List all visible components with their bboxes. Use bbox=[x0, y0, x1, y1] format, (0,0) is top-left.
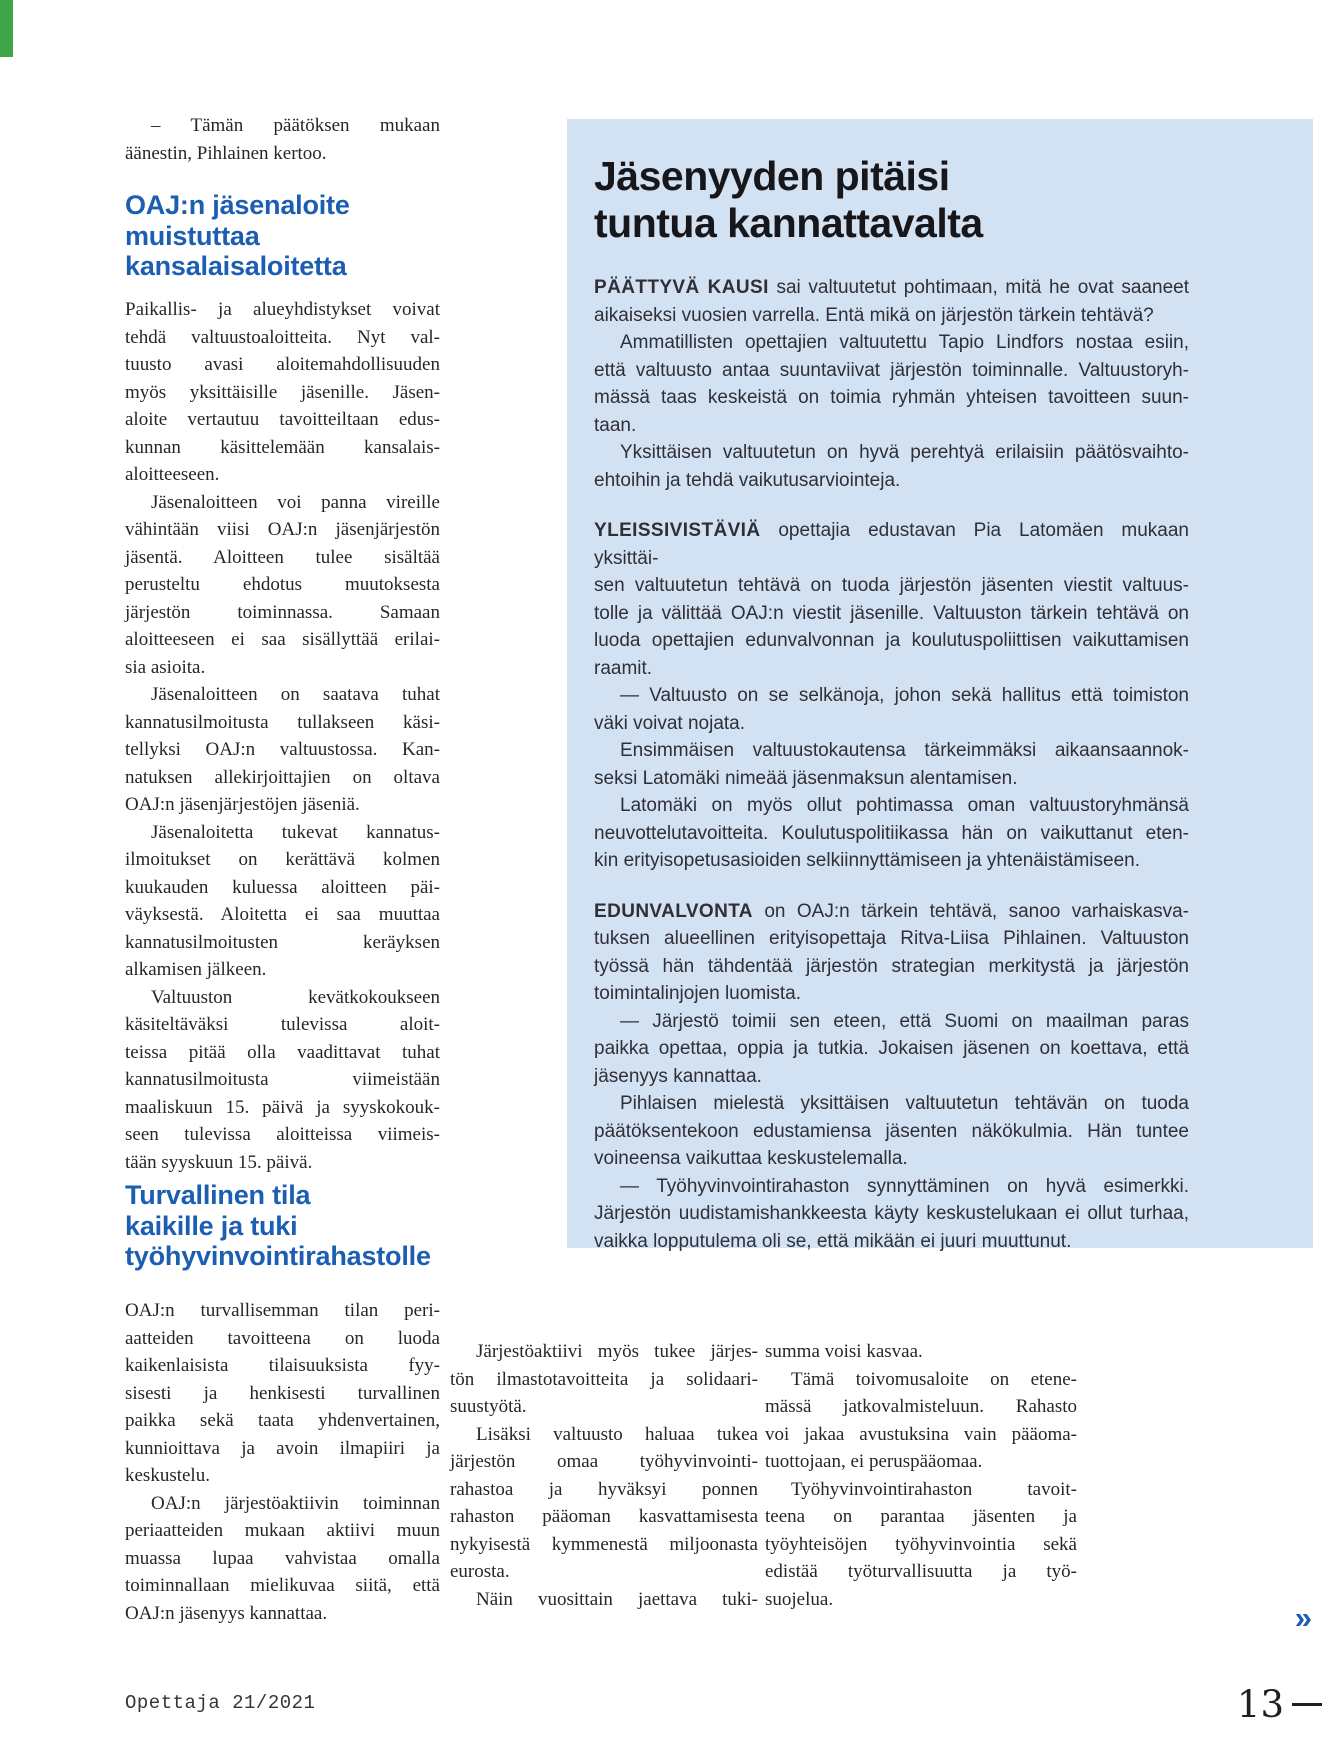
continuation-chevrons-icon: » bbox=[1294, 1600, 1312, 1635]
article-heading-turvallinen-tila: Turvallinen tila kaikille ja tuki työhyvinvointirahastolle bbox=[125, 1180, 431, 1271]
article-heading-jasenaloite: OAJ:n jäsenaloite muistuttaa kansalaisaloitetta bbox=[125, 190, 350, 281]
footer-page-number-group bbox=[1236, 1683, 1322, 1726]
left-column-section-2: OAJ:n turvallisemman tilan peri- aatteiden tavoitteena on luoda kaikenlaisista tilaisuuksista fyy- sisesti ja henkisesti turvallinen paikka sekä taata yhdenvertainen, kunnioittava ja avoin ilmapiiri ja keskustelu. OAJ:n järjestöaktiivin toiminnan periaatteiden mukaan aktiivi muun muassa lupaa vahvistaa omalla toiminnallaan mielikuvaa siitä, että OAJ:n jäsenyys kannattaa. bbox=[125, 1300, 440, 1624]
page-number-rule bbox=[1292, 1703, 1322, 1706]
section-marker-strip bbox=[0, 0, 13, 57]
feature-box-title: Jäsenyyden pitäisi tuntua kannattavalta bbox=[594, 153, 983, 246]
feature-box bbox=[567, 119, 1313, 1252]
footer-magazine-issue: Opettaja 21/2021 bbox=[125, 1692, 316, 1714]
bottom-middle-column: Järjestöaktiivi myös tukee järjes- tön ilmastotavoitteita ja solidaari- suustyötä. Lisäksi valtuusto haluaa tukea järjestön omaa työhyvinvointi- rahastoa ja hyväksyi ponnen rahaston pääoman kasvattamisesta nykyisestä kymmenestä miljoonasta eurosta. Näin vuosittain jaettava tuki- bbox=[450, 1341, 758, 1610]
intro-paragraph: – Tämän päätöksen mukaan äänestin, Pihlainen kertoo. bbox=[125, 115, 440, 164]
bottom-right-column: summa voisi kasvaa. Tämä toivomusaloite on etene- mässä jatkovalmisteluun. Rahasto voi jakaa avustuksina vain pääoma- tuottojaan, ei peruspääomaa. Työhyvinvointirahaston tavoit- teena on parantaa jäsenten ja työyhteisöjen työhyvinvointia sekä edistää työturvallisuutta ja työ- suojelua. bbox=[765, 1341, 1077, 1610]
feature-box-body: PÄÄTTYVÄ KAUSI sai valtuutetut pohtimaan, mitä he ovat saaneet aikaiseksi vuosien varrella. Entä mikä on järjestön tärkein tehtävä? Ammatillisten opettajien valtuutettu Tapio Lindfors nostaa esiin, että valtuusto antaa suuntaviivat järjestön toiminnalle. Valtuustoryh- mässä taas keskeistä on toimia ryhmän yhteisen tavoitteen suun- taan. Yksittäisen valtuutetun on hyvä perehtyä erilaisiin päätösvaihto- ehtoihin ja tehdä vaikutusarviointeja. YLEISSIVISTÄVIÄ opettajia edustavan Pia Latomäen mukaan yksittäi- sen valtuutetun tehtävä on tuoda järjestön jäsenten viestit valtuus- tolle ja välittää OAJ:n viestit jäsenille. Valtuuston tärkein tehtävä on luoda opettajien edunvalvonnan ja koulutuspoliittisen vaikuttamisen raamit. — Valtuusto on se selkänoja, johon sekä hallitus että toimiston väki voivat nojata. Ensimmäisen valtuustokautensa tärkeimmäksi aikaansaannok- seksi Latomäki nimeää jäsenmaksun alentamisen. Latomäki on myös ollut pohtimassa oman valtuustoryhmänsä neuvottelutavoitteita. Koulutuspolitiikassa hän on vaikuttanut eten- kin erityisopetusasioiden selkiinnyttämiseen ja yhtenäistämiseen. EDUNVALVONTA on OAJ:n tärkein tehtävä, sanoo varhaiskasva- tuksen alueellinen erityisopettaja Ritva-Liisa Pihlainen. Valtuuston työssä hän tähdentää järjestön strategian merkitystä ja järjestön toimintalinjojen luomista. — Järjestö toimii sen eteen, että Suomi on maailman paras paikka opettaa, oppia ja tutkia. Jokaisen jäsenen on koettava, että jäsenyys kannattaa. Pihlaisen mielestä yksittäisen valtuutetun tehtävän on tuoda päätöksentekoon edustamiensa jäsenten näkökulmia. Hän tuntee voineensa vaikuttaa keskustelemalla. — Työhyvinvointirahaston synnyttäminen on hyvä esimerkki. Järjestön uudistamishankkeesta käyty keskustelukaan ei ollut turhaa, vaikka lopputulema oli se, että mikään ei juuri muuttunut. bbox=[594, 277, 1189, 1252]
page-number: 13 bbox=[1236, 1683, 1284, 1726]
left-column-section-1: Paikallis- ja alueyhdistykset voivat tehdä valtuustoaloitteita. Nyt val- tuusto avasi aloitemahdollisuuden myös yksittäisille jäsenille. Jäsen- aloite vertautuu tavoitteiltaan edus- kunnan käsittelemään kansalais- aloitteeseen. Jäsenaloitteen voi panna vireille vähintään viisi OAJ:n jäsenjärjestön jäsentä. Aloitteen tulee sisältää perusteltu ehdotus muutoksesta järjestön toiminnassa. Samaan aloitteeseen ei saa sisällyttää erilai- sia asioita. Jäsenaloitteen on saatava tuhat kannatusilmoitusta tullakseen käsi- tellyksi OAJ:n valtuustossa. Kan- natuksen allekirjoittajien on oltava OAJ:n jäsenjärjestöjen jäseniä. Jäsenaloitetta tukevat kannatus- ilmoitukset on kerättävä kolmen kuukauden kuluessa aloitteen päi- väyksestä. Aloitetta ei saa muuttaa kannatusilmoitusten keräyksen alkamisen jälkeen. Valtuuston kevätkokoukseen käsiteltäväksi tulevissa aloit- teissa pitää olla vaadittavat tuhat kannatusilmoitusta viimeistään maaliskuun 15. päivä ja syyskokouk- seen tulevissa aloitteissa viimeis- tään syyskuun 15. päivä. bbox=[125, 299, 440, 1173]
